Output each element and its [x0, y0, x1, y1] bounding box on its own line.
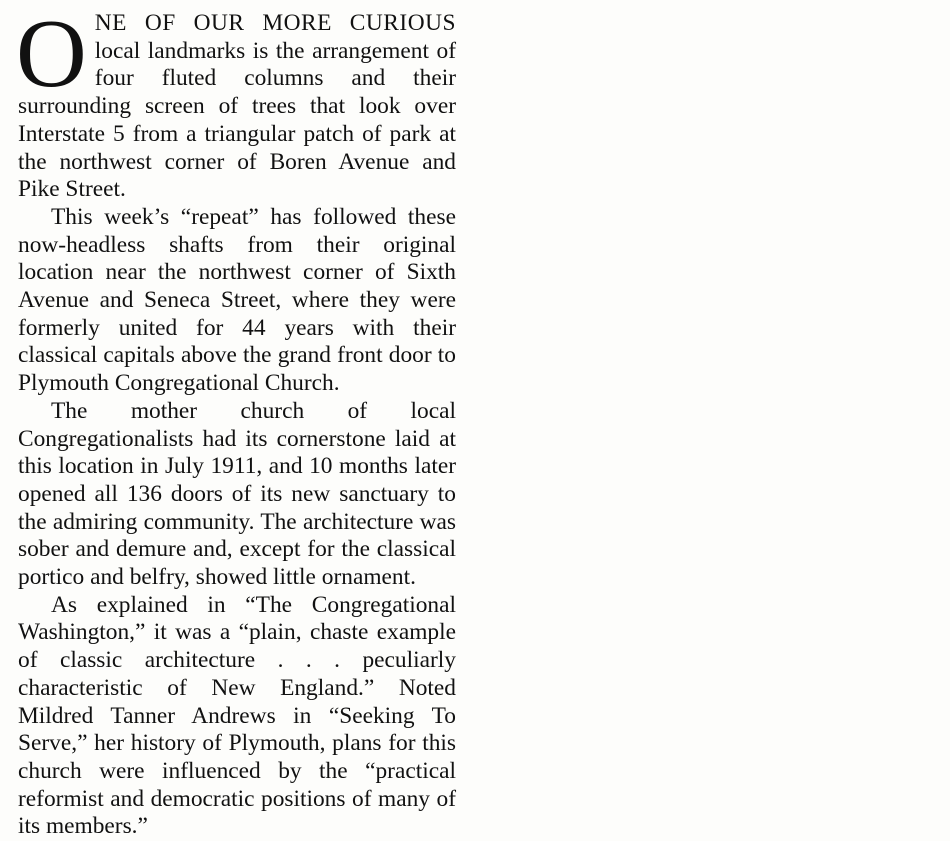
drop-cap: O	[16, 0, 87, 108]
paragraph-1-text: local landmarks is the arrangement of four fluted columns and their surrounding screen of trees that look over Interstate 5 from a triangular patch of park at the northwest corner of Boren Avenue and Pike Street.	[18, 37, 456, 203]
paragraph-4: As explained in “The Congregational Washington,” it was a “plain, chaste example of classic architecture . . . peculiarly characteristic of New England.” Noted Mildred Tanner Andrews in “Seeking To Serve,” her history of Plymouth, plans for this church were influenced by the “practical reformist and democratic positions of many of its members.”	[18, 591, 456, 840]
paragraph-2: This week’s “repeat” has followed these now-headless shafts from their original location near the northwest corner of Sixth Avenue and Seneca Street, where they were formerly united for 44 years with their classical capitals above the grand front door to Plymouth Congregational Church.	[18, 203, 456, 397]
article-column-left	[16, 0, 456, 841]
paragraph-1	[16, 0, 456, 204]
paragraph-3: The mother church of local Congregationalists had its cornerstone laid at this location in July 1911, and 10 months later opened all 136 doors of its new sanctuary to the admiring community. The architecture was sober and demure and, except for the classical portico and belfry, showed little ornament.	[18, 397, 456, 591]
lead-in-caps: NE OF OUR MORE CURIOUS	[94, 10, 456, 36]
